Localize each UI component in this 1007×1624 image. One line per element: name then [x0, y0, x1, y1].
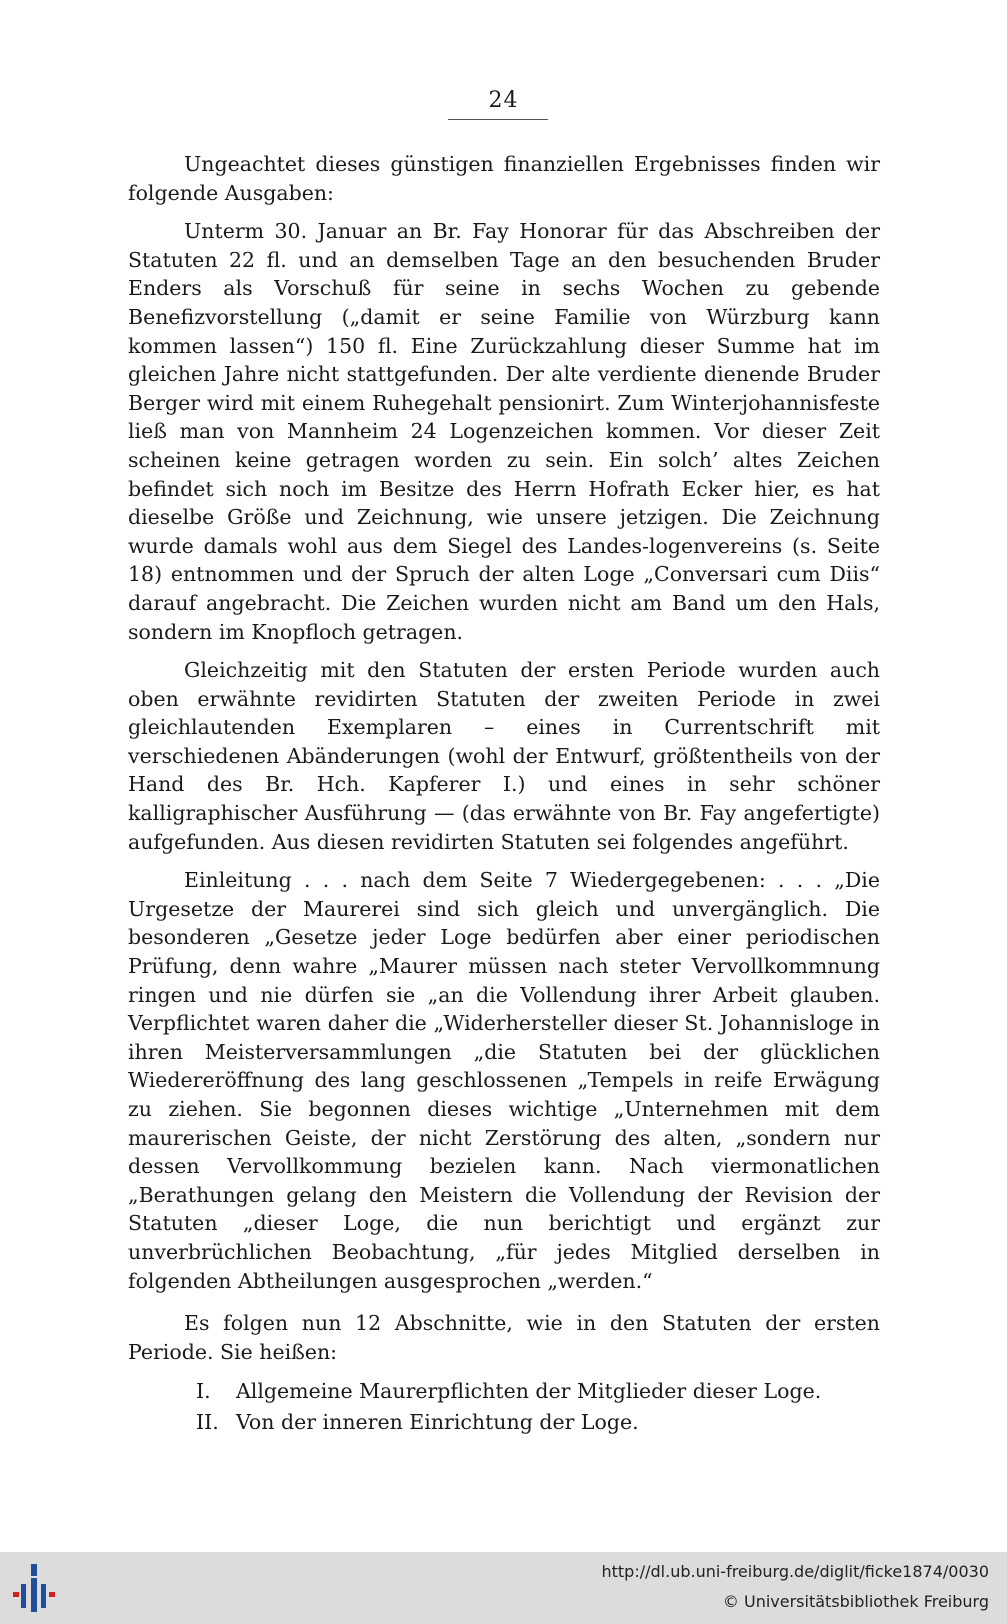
paragraph-revised-statutes: Gleichzeitig mit den Statuten der ersten Periode wurden auch oben erwähnte revidirten Statuten der zweiten Periode in zwei gleichlautenden Exemplaren – eines in Currentschrift mit verschiedenen Abänderungen (wohl der Entwurf, größtentheils von der Hand des Br. Hch. Kapferer I.) und eines in sehr schöner kalligraphischer Ausführung — (das erwähnte von Br. Fay angefertigte) aufgefunden. Aus diesen revidirten Statuten sei folgendes angeführt. [128, 658, 880, 854]
section-title: Von der inneren Einrichtung der Loge. [236, 1410, 639, 1435]
section-title: Allgemeine Maurerpflichten der Mitglieder dieser Loge. [236, 1379, 822, 1404]
page-number-rule [448, 119, 548, 120]
body-text [128, 150, 880, 1438]
paragraph-sections-intro: Es folgen nun 12 Abschnitte, wie in den Statuten der ersten Periode. Sie heißen: [128, 1311, 880, 1364]
ub-freiburg-logo-icon[interactable] [12, 1562, 56, 1614]
section-number: I. [196, 1379, 211, 1404]
paragraph-expenses-detail: Unterm 30. Januar an Br. Fay Honorar für das Abschreiben der Statuten 22 fl. und an demselben Tage an den besuchenden Bruder Enders als Vorschuß für seine in sechs Wochen zu gebende Benefizvorstellung („damit er seine Familie von Würzburg kann kommen lassen“) 150 fl. Eine Zurückzahlung dieser Summe hat im gleichen Jahre nicht stattgefunden. Der alte verdiente dienende Bruder Berger wird mit einem Ruhegehalt pensionirt. Zum Winterjohannisfeste ließ man von Mannheim 24 Logenzeichen kommen. Vor dieser Zeit scheinen keine getragen worden zu sein. Ein solch’ altes Zeichen befindet sich noch im Besitze des Herrn Hofrath Ecker hier, es hat dieselbe Größe und Zeichnung, wie unsere jetzigen. Die Zeichnung wurde damals wohl aus dem Siegel des Landes-logenvereins (s. Seite 18) entnommen und der Spruch der alten Loge „Conversari cum Diis“ darauf angebracht. Die Zeichen wurden nicht am Band um den Hals, sondern im Knopfloch getragen. [128, 219, 880, 644]
page-number: 24 [488, 88, 519, 113]
section-number: II. [196, 1410, 219, 1435]
viewer-footer [0, 1552, 1007, 1624]
copyright-notice: © Universitätsbibliothek Freiburg [722, 1592, 989, 1611]
permalink-link[interactable]: http://dl.ub.uni-freiburg.de/diglit/ficke1874/0030 [601, 1562, 989, 1581]
paragraph-introduction-quote: Einleitung . . . nach dem Seite 7 Wiedergegebenen: . . . „Die Urgesetze der Maurerei sind sich gleich und unvergänglich. Die besonderen „Gesetze jeder Loge bedürfen aber einer periodischen Prüfung, denn wahre „Maurer müssen nach steter Vervollkommnung ringen und nie dürfen sie „an die Vollendung ihrer Arbeit glauben. Verpflichtet waren daher die „Widerhersteller dieser St. Johannisloge in ihren Meisterversammlungen „die Statuten bei der glücklichen Wiedereröffnung des lang geschlossenen „Tempels in reife Erwägung zu ziehen. Sie begonnen dieses wichtige „Unternehmen mit dem maurerischen Geiste, der nicht Zerstörung des alten, „sondern nur dessen Vervollkommung bezielen kann. Nach viermonatlichen „Berathungen gelang den Meistern die Vollendung der Revision der Statuten „dieser Loge, die nun berichtigt und ergänzt zur unverbrüchlichen Beobachtung, „für jedes Mitglied derselben in folgenden Abtheilungen ausgesprochen „werden.“ [128, 868, 880, 1293]
paragraph-expenses-intro: Ungeachtet dieses günstigen finanziellen Ergebnisses finden wir folgende Ausgaben: [128, 152, 880, 205]
list-item [128, 1376, 880, 1407]
section-list [128, 1376, 880, 1438]
list-item [128, 1407, 880, 1438]
